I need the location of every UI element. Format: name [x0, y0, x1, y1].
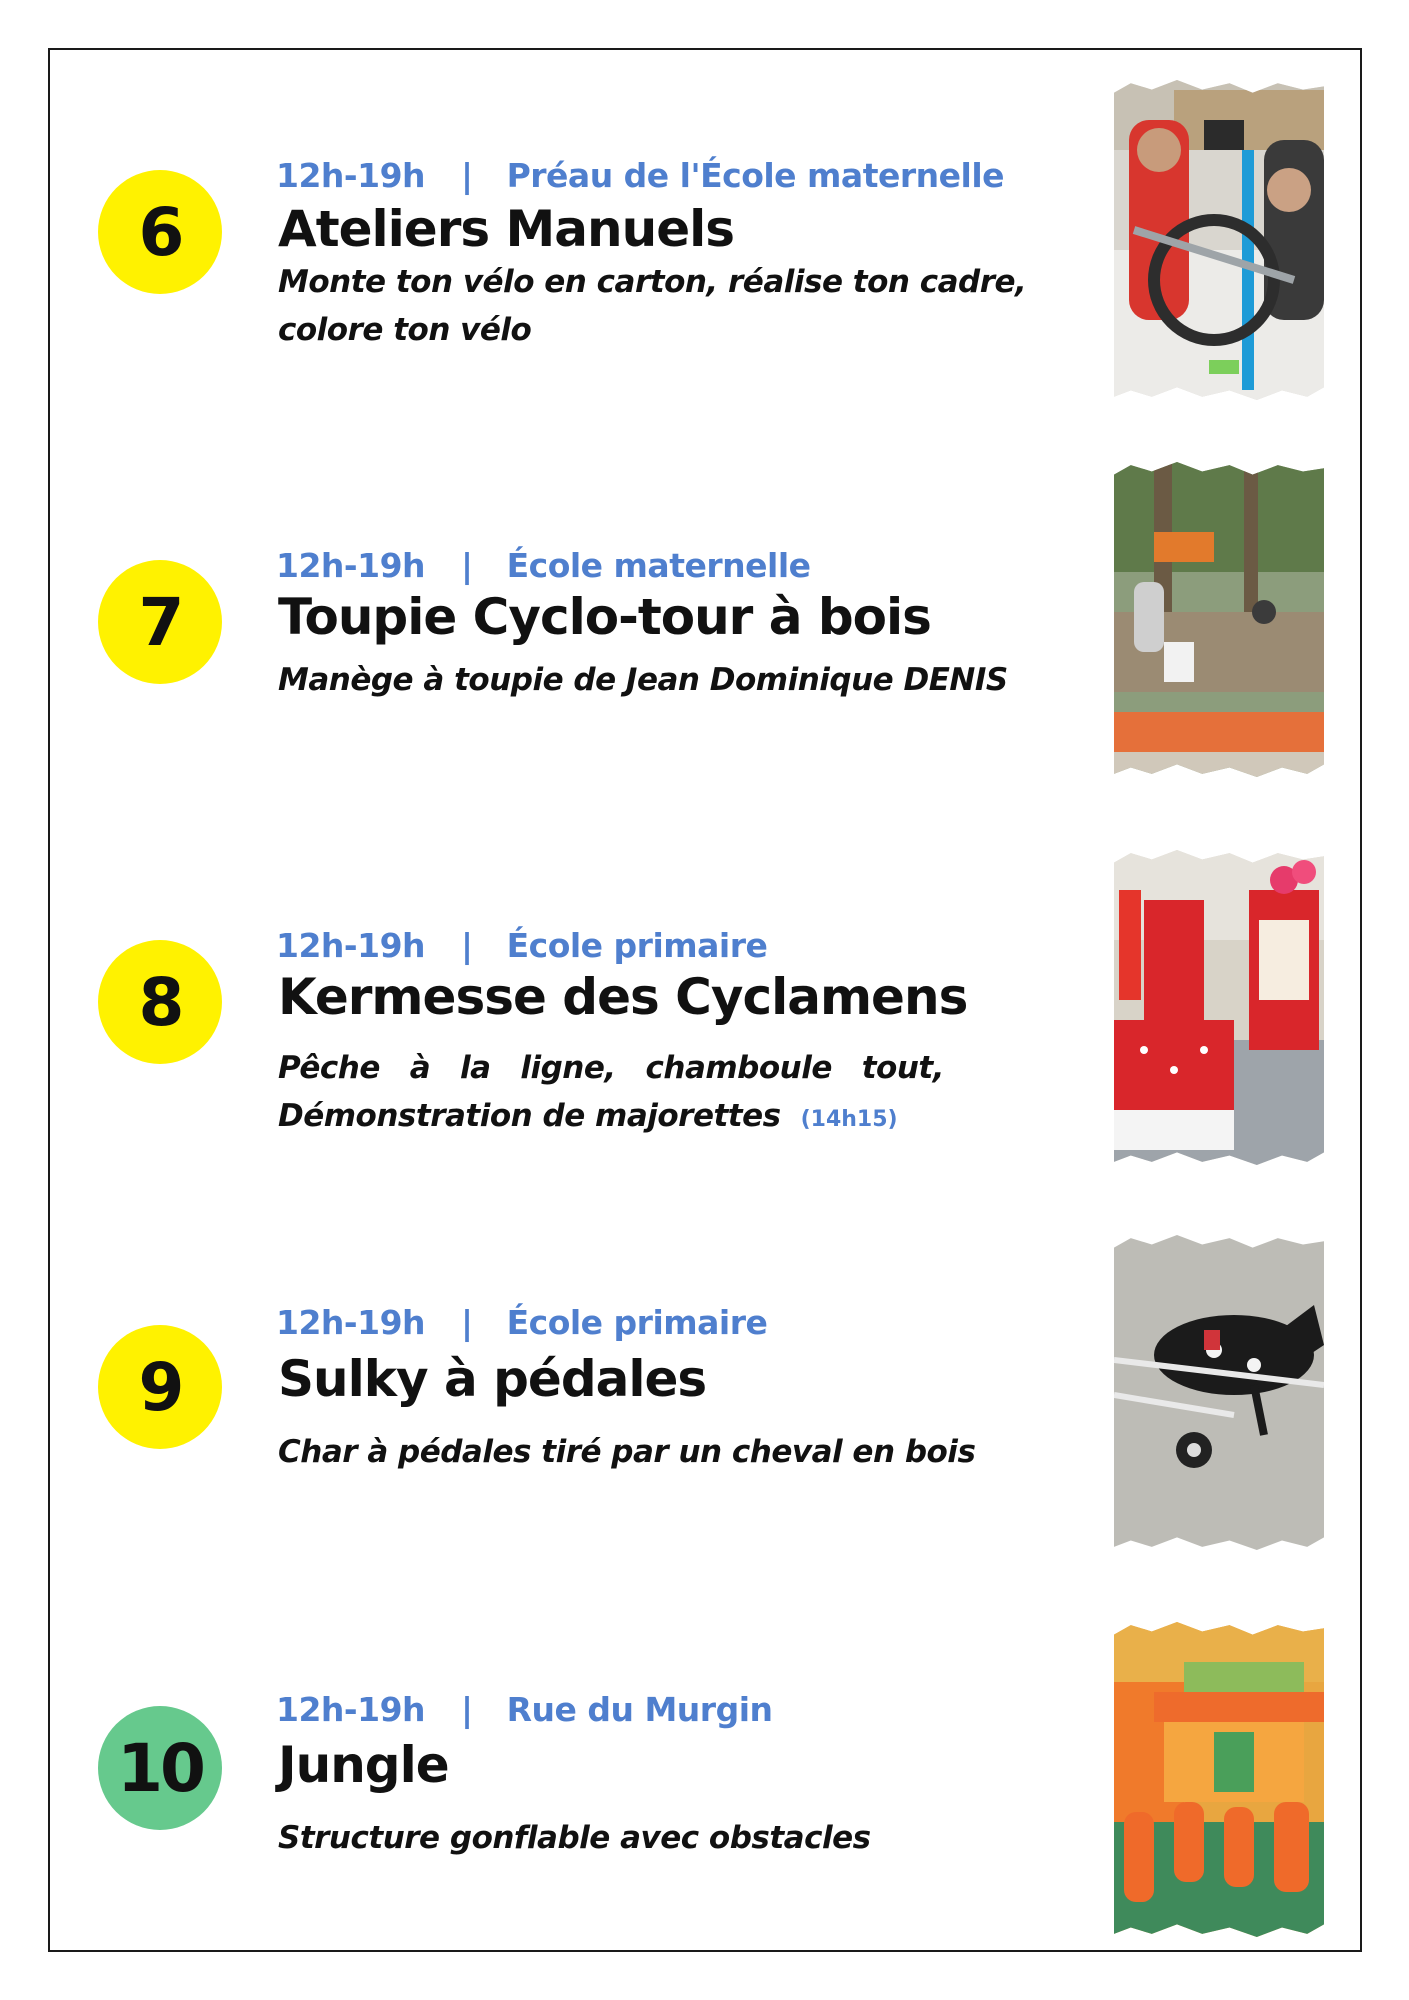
description-line: Structure gonflable avec obstacles — [278, 1820, 871, 1856]
event-number-badge: 6 — [98, 170, 222, 294]
event-location: École primaire — [506, 1303, 768, 1342]
event-meta — [276, 926, 767, 965]
event-location: Préau de l'École maternelle — [506, 156, 1005, 195]
description-line: Pêche à la ligne, chamboule tout, — [278, 1050, 944, 1086]
event-description — [278, 1428, 975, 1476]
meta-separator: | — [461, 1690, 473, 1729]
event-number-badge: 9 — [98, 1325, 222, 1449]
description-line-with-note — [278, 1092, 944, 1144]
event-title: Jungle — [278, 1736, 449, 1794]
meta-separator: | — [461, 1303, 473, 1342]
event-title: Toupie Cyclo-tour à bois — [278, 588, 931, 646]
event-number-badge: 7 — [98, 560, 222, 684]
pedal-sulky-photo — [1114, 1235, 1324, 1550]
description-line: Monte ton vélo en carton, réalise ton cadre, — [278, 264, 1027, 300]
event-meta — [276, 546, 811, 585]
event-time: 12h-19h — [276, 546, 426, 585]
event-title: Kermesse des Cyclamens — [278, 968, 968, 1026]
event-meta — [276, 1303, 767, 1342]
event-description — [278, 1814, 871, 1862]
meta-separator: | — [461, 156, 473, 195]
description-line: Manège à toupie de Jean Dominique DENIS — [278, 662, 1008, 698]
event-location: École maternelle — [506, 546, 811, 585]
event-meta — [276, 156, 1004, 195]
event-time-note: (14h15) — [800, 1107, 898, 1132]
event-description — [278, 656, 1008, 704]
event-number-badge: 10 — [98, 1706, 222, 1830]
funfair-stand-photo — [1114, 850, 1324, 1165]
event-time: 12h-19h — [276, 1303, 426, 1342]
inflatable-structure-photo — [1114, 1622, 1324, 1937]
meta-separator: | — [461, 926, 473, 965]
event-location: École primaire — [506, 926, 768, 965]
event-time: 12h-19h — [276, 156, 426, 195]
event-time: 12h-19h — [276, 1690, 426, 1729]
bike-workshop-photo — [1114, 80, 1324, 400]
meta-separator: | — [461, 546, 473, 585]
event-title: Sulky à pédales — [278, 1350, 707, 1408]
description-line: Char à pédales tiré par un cheval en bois — [278, 1434, 976, 1470]
event-location: Rue du Murgin — [506, 1690, 773, 1729]
event-description — [278, 258, 1026, 354]
event-title: Ateliers Manuels — [278, 200, 735, 258]
event-number-badge: 8 — [98, 940, 222, 1064]
description-line: Démonstration de majorettes — [278, 1098, 781, 1134]
wooden-carousel-photo — [1114, 462, 1324, 777]
event-description — [278, 1044, 944, 1144]
description-line: colore ton vélo — [278, 312, 532, 348]
event-time: 12h-19h — [276, 926, 426, 965]
event-meta — [276, 1690, 773, 1729]
